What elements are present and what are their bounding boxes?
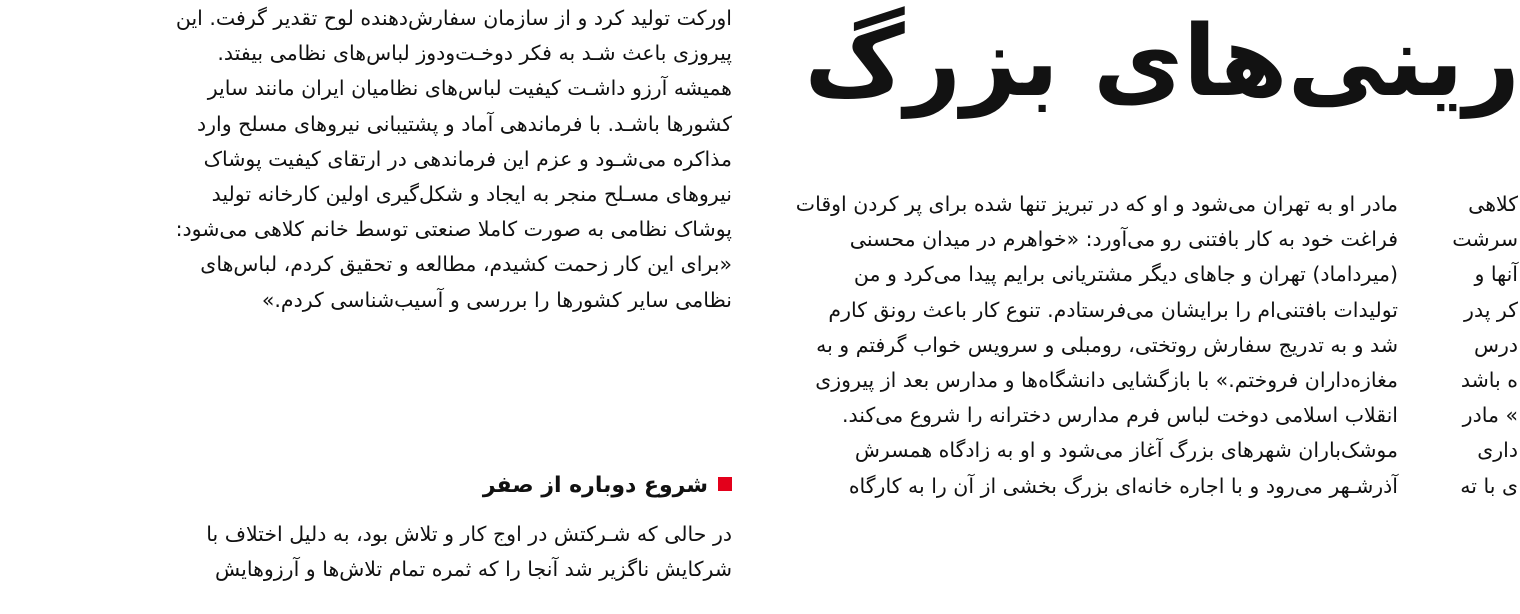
article-column-left	[106, 1, 732, 318]
text-line: انقلاب اسلامی دوخت لباس فرم مدارس دخترانه را شروع می‌کند.	[841, 403, 1398, 428]
subhead-marker-square	[718, 477, 732, 491]
text-line: فراغت خود به کار بافتنی رو می‌آورد: «خواهرم در میدان محسنی	[849, 227, 1398, 252]
text-line: درس	[1473, 332, 1518, 357]
text-line: کلاهی	[1468, 192, 1518, 216]
text-line: تولیدات بافتنی‌ام را برایشان می‌فرستادم. تنوع کار باعث رونق کارم	[828, 297, 1398, 322]
text-line: مغازه‌داران فروختم.» با بازگشایی دانشگاه‌ها و مدارس بعد از پیروزی	[815, 367, 1398, 392]
text-line: آنها و	[1474, 262, 1518, 287]
text-line: داری	[1477, 438, 1518, 463]
text-line: آذرشـهر می‌رود و با اجاره خانه‌ای بزرگ بخشی از آن را به کارگاه	[848, 473, 1398, 498]
section-subhead	[470, 466, 732, 506]
article-column-middle	[772, 187, 1398, 504]
text-line: در حالی که شـرکتش در اوج کار و تلاش بود، به دلیل اختلاف با	[206, 522, 732, 546]
subhead-text: شروع دوباره از صفر	[482, 473, 708, 498]
text-line: پوشاک نظامی به صورت کاملا صنعتی توسط خانم کلاهی می‌شود:	[175, 217, 732, 242]
text-line: مادر او به تهران می‌شود و او که در تبریز تنها شده برای پر کردن اوقات	[795, 192, 1398, 216]
text-line: موشک‌باران شهرهای بزرگ آغاز می‌شود و او به زادگاه همسرش	[854, 438, 1398, 463]
text-line: (میرداماد) تهران و جاهای دیگر مشتریانی برایم پیدا می‌کرد و من	[853, 262, 1398, 287]
text-line: نظامی سایر کشورها را بررسی و آسیب‌شناسی کردم.»	[261, 287, 732, 312]
text-line: ه باشد	[1460, 367, 1518, 392]
text-line: نیروهای مسـلح منجر به ایجاد و شکل‌گیری اولین کارخانه تولید	[211, 181, 732, 206]
text-line: مذاکره می‌شـود و عزم این فرماندهی در ارتقای کیفیت پوشاک	[203, 146, 732, 171]
headline: رینی‌های بزرگ	[804, 5, 1520, 119]
text-line: همیشه آرزو داشـت کیفیت لباس‌های نظامیان ایران مانند سایر	[207, 76, 732, 101]
text-line: شرکایش ناگزیر شد آنجا را که ثمره تمام تلاش‌ها و آرزوهایش	[214, 557, 732, 582]
article-column-left-continued	[106, 517, 732, 587]
text-line: «برای این کار زحمت کشیدم، مطالعه و تحقیق کردم، لباس‌های	[200, 252, 732, 277]
text-line: » مادر	[1462, 403, 1518, 428]
text-line: کر پدر	[1464, 297, 1518, 322]
article-column-right-cropped	[1438, 187, 1518, 504]
text-line: ی با ته	[1460, 473, 1518, 498]
text-line: پیروزی باعث شـد به فکر دوخـت‌ودوز لباس‌های نظامی بیفتد.	[217, 41, 732, 66]
text-line: اورکت تولید کرد و از سازمان سفارش‌دهنده لوح تقدیر گرفت. این	[175, 6, 732, 30]
text-line: سرشت	[1452, 227, 1518, 252]
text-line: شد و به تدریج سفارش روتختی، رومبلی و سرویس خواب گرفتم و به	[816, 332, 1398, 357]
text-line: کشورها باشـد. با فرماندهی آماد و پشتیبانی نیروهای مسلح وارد	[197, 111, 732, 136]
